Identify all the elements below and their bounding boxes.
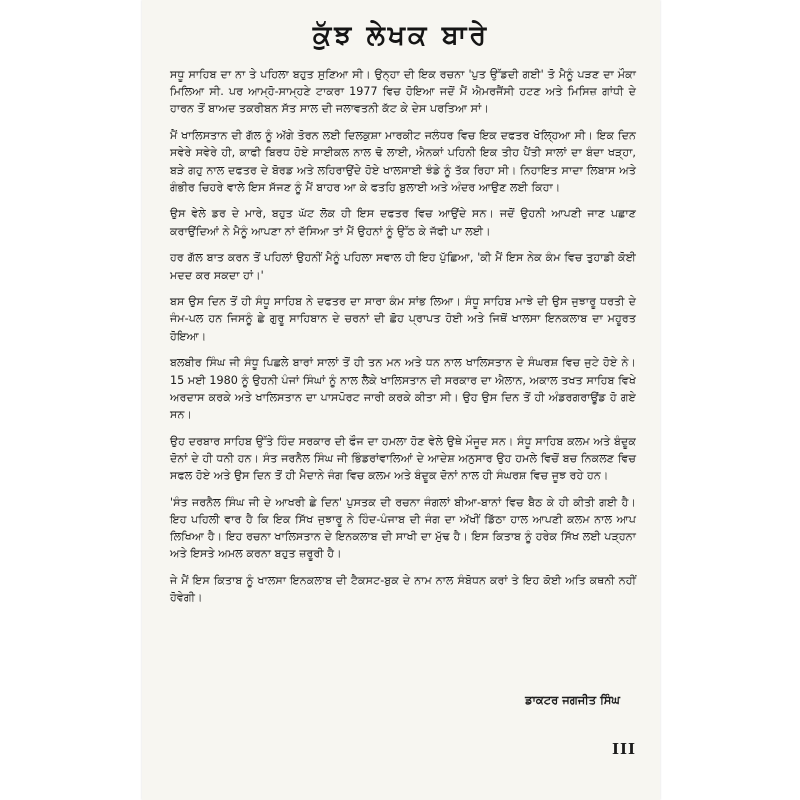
- paragraph-1: ਸਧੂ ਸਾਹਿਬ ਦਾ ਨਾ ਤੇ ਪਹਿਲਾ ਬਹੁਤ ਸੁਣਿਆ ਸੀ। ਉਨ੍ਹਾ ਦੀ ਇਕ ਰਚਨਾ 'ਪੁਤ ਉੱਡਦੀ ਗਈ' ਤੋ ਮੈਨੂੰ ਪੜਣ ਦਾ ਮੌਕਾ ਮਿਲਿਆ ਸੀ. ਪਰ ਆਮ੍ਹੋ-ਸਾਮ੍ਹਣੇ ਟਾਕਰਾ 1977 ਵਿਚ ਹੋਇਆ ਜਦੋਂ ਮੈਂ ਐਮਰਜੈਂਸੀ ਹਟਣ ਅਤੇ ਮਿਸਿਜ਼ ਗਾਂਧੀ ਦੇ ਹਾਰਨ ਤੋਂ ਬਾਅਦ ਤਕਰੀਬਨ ਸੱਤ ਸਾਲ ਦੀ ਜਲਾਵਤਨੀ ਕੱਟ ਕੇ ਦੇਸ ਪਰਤਿਆ ਸਾਂ।: [170, 68, 636, 116]
- paragraph-5: ਬਸ ਉਸ ਦਿਨ ਤੋਂ ਹੀ ਸੰਧੂ ਸਾਹਿਬ ਨੇ ਦਫਤਰ ਦਾ ਸਾਰਾ ਕੰਮ ਸਾਂਭ ਲਿਆ। ਸੰਧੂ ਸਾਹਿਬ ਮਾਝੇ ਦੀ ਉਸ ਜੁਝਾਰੂ ਧਰਤੀ ਦੇ ਜੰਮ-ਪਲ ਹਨ ਜਿਸਨੂੰ ਛੇ ਗੁਰੂ ਸਾਹਿਬਾਨ ਦੇ ਚਰਨਾਂ ਦੀ ਛੋਹ ਪ੍ਰਾਪਤ ਹੋਈ ਅਤੇ ਜਿਥੋਂ ਖਾਲਸਾ ਇਨਕਲਾਬ ਦਾ ਮਹੂਰਤ ਹੋਇਆ।: [170, 295, 636, 343]
- paragraph-9: ਜੇ ਮੈਂ ਇਸ ਕਿਤਾਬ ਨੂੰ ਖਾਲਸਾ ਇਨਕਲਾਬ ਦੀ ਟੈਕਸਟ-ਬੁਕ ਦੇ ਨਾਮ ਨਾਲ ਸੰਬੋਧਨ ਕਰਾਂ ਤੇ ਇਹ ਕੋਈ ਅਤਿ ਕਥਨੀ ਨਹੀਂ ਹੋਵੇਗੀ।: [170, 574, 636, 605]
- paragraph-8: 'ਸੰਤ ਜਰਨੈਲ ਸਿੰਘ ਜੀ ਦੇ ਆਖਰੀ ਛੇ ਦਿਨ' ਪੁਸਤਕ ਦੀ ਰਚਨਾ ਜੰਗਲਾਂ ਬੀਆ-ਬਾਨਾਂ ਵਿਚ ਬੈਠ ਕੇ ਹੀ ਕੀਤੀ ਗਈ ਹੈ। ਇਹ ਪਹਿਲੀ ਵਾਰ ਹੈ ਕਿ ਇਕ ਸਿੱਖ ਜੁਝਾਰੂ ਨੇ ਹਿੰਦ-ਪੰਜਾਬ ਦੀ ਜੰਗ ਦਾ ਅੱਖੀਂ ਡਿੱਠਾ ਹਾਲ ਆਪਣੀ ਕਲਮ ਨਾਲ ਆਪ ਲਿਖਿਆ ਹੈ। ਇਹ ਰਚਨਾ ਖਾਲਿਸਤਾਨ ਦੇ ਇਨਕਲਾਬ ਦੀ ਸਾਖੀ ਦਾ ਮੁੱਢ ਹੈ। ਇਸ ਕਿਤਾਬ ਨੂੰ ਹਰੇਕ ਸਿੱਖ ਲਈ ਪੜ੍ਹਨਾ ਅਤੇ ਇਸਤੇ ਅਮਲ ਕਰਨਾ ਬਹੁਤ ਜ਼ਰੂਰੀ ਹੈ।: [170, 495, 636, 561]
- author-signature: ਡਾਕਟਰ ਜਗਜੀਤ ਸਿੰਘ: [525, 693, 620, 707]
- page-number: III: [611, 740, 636, 758]
- paragraph-7: ਉਹ ਦਰਬਾਰ ਸਾਹਿਬ ਉੱਤੇ ਹਿੰਦ ਸਰਕਾਰ ਦੀ ਫੌਜ ਦਾ ਹਮਲਾ ਹੋਣ ਵੇਲੇ ਉਥੇ ਮੌਜੂਦ ਸਨ। ਸੰਧੂ ਸਾਹਿਬ ਕਲਮ ਅਤੇ ਬੰਦੂਕ ਦੋਨਾਂ ਦੇ ਹੀ ਧਨੀ ਹਨ। ਸੰਤ ਜਰਨੈਲ ਸਿੰਘ ਜੀ ਭਿੰਡਰਾਂਵਾਲਿਆਂ ਦੇ ਆਦੇਸ਼ ਅਨੁਸਾਰ ਉਹ ਹਮਲੇ ਵਿਚੋਂ ਬਚ ਨਿਕਲਣ ਵਿਚ ਸਫਲ ਹੋਏ ਅਤੇ ਉਸ ਦਿਨ ਤੋਂ ਹੀ ਮੈਦਾਨੇ ਜੰਗ ਵਿਚ ਕਲਮ ਅਤੇ ਬੰਦੂਕ ਦੋਨਾਂ ਨਾਲ ਹੀ ਸੰਘਰਸ਼ ਵਿਚ ਜੂਝ ਰਹੇ ਹਨ।: [170, 434, 636, 483]
- paragraph-3: ਉਸ ਵੇਲੇ ਡਰ ਦੇ ਮਾਰੇ, ਬਹੁਤ ਘੱਟ ਲੋਕ ਹੀ ਇਸ ਦਫਤਰ ਵਿਚ ਆਉਂਦੇ ਸਨ। ਜਦੋਂ ਉਹਨੀ ਆਪਣੀ ਜਾਣ ਪਛਾਣ ਕਰਾਉਂਦਿਆਂ ਨੇ ਮੈਨੂੰ ਆਪਣਾ ਨਾਂ ਦੱਸਿਆ ਤਾਂ ਮੈਂ ਉਹਨਾਂ ਨੂੰ ਉੱਠ ਕੇ ਜੱਫੀ ਪਾ ਲਈ।: [170, 207, 636, 238]
- page-heading: ਕੁੱਝ ਲੇਖਕ ਬਾਰੇ: [312, 20, 490, 51]
- paragraph-2: ਮੈਂ ਖਾਲਿਸਤਾਨ ਦੀ ਗੱਲ ਨੂੰ ਅੱਗੇ ਤੋਰਨ ਲਈ ਦਿਲਕੁਸ਼ਾ ਮਾਰਕੀਟ ਜਲੰਧਰ ਵਿਚ ਇਕ ਦਫਤਰ ਖੋਲ੍ਹਿਆ ਸੀ। ਇਕ ਦਿਨ ਸਵੇਰੇ ਸਵੇਰੇ ਹੀ, ਕਾਫੀ ਬਿਰਧ ਹੋਏ ਸਾਈਕਲ ਨਾਲ ਢੋ ਲਾਈ, ਐਨਕਾਂ ਪਹਿਨੀ ਇਕ ਤੀਹ ਪੈਂਤੀ ਸਾਲਾਂ ਦਾ ਬੰਦਾ ਖੜ੍ਹਾ, ਬੜੇ ਗਹੁ ਨਾਲ ਦਫਤਰ ਦੇ ਬੋਰਡ ਅਤੇ ਲਹਿਰਾਉਂਦੇ ਹੋਏ ਖਾਲਸਾਈ ਝੰਡੇ ਨੂੰ ਤੱਕ ਰਿਹਾ ਸੀ। ਨਿਹਾਇਤ ਸਾਦਾ ਲਿਬਾਸ ਅਤੇ ਗੰਭੀਰ ਚਿਹਰੇ ਵਾਲੇ ਇਸ ਸੱਜਣ ਨੂੰ ਮੈਂ ਬਾਹਰ ਆ ਕੇ ਫਤਹਿ ਬੁਲਾਈ ਅਤੇ ਅੰਦਰ ਆਉਣ ਲਈ ਕਿਹਾ।: [170, 129, 636, 194]
- paragraph-6: ਬਲਬੀਰ ਸਿੰਘ ਜੀ ਸੰਧੂ ਪਿਛਲੇ ਬਾਰਾਂ ਸਾਲਾਂ ਤੋਂ ਹੀ ਤਨ ਮਨ ਅਤੇ ਧਨ ਨਾਲ ਖਾਲਿਸਤਾਨ ਦੇ ਸੰਘਰਸ਼ ਵਿਚ ਜੁਟੇ ਹੋਏ ਨੇ। 15 ਮਈ 1980 ਨੂੰ ਉਹਨੀ ਪੰਜਾਂ ਸਿੰਘਾਂ ਨੂੰ ਨਾਲ ਲੈਕੇ ਖਾਲਿਸਤਾਨ ਦੀ ਸਰਕਾਰ ਦਾ ਐਲਾਨ, ਅਕਾਲ ਤਖਤ ਸਾਹਿਬ ਵਿਖੇ ਅਰਦਾਸ ਕਰਕੇ ਅਤੇ ਖਾਲਿਸਤਾਨ ਦਾ ਪਾਸਪੋਰਟ ਜਾਰੀ ਕਰਕੇ ਕੀਤਾ ਸੀ। ਉਹ ਉਸ ਦਿਨ ਤੋਂ ਹੀ ਅੰਡਰਗਰਾਊਂਡ ਹੋ ਗਏ ਸਨ।: [170, 356, 636, 421]
- book-page: [142, 0, 660, 800]
- page-body: [170, 66, 636, 616]
- paragraph-4: ਹਰ ਗੱਲ ਬਾਤ ਕਰਨ ਤੋਂ ਪਹਿਲਾਂ ਉਹਨੀਂ ਮੈਨੂੰ ਪਹਿਲਾ ਸਵਾਲ ਹੀ ਇਹ ਪੁੱਛਿਆ, 'ਕੀ ਮੈਂ ਇਸ ਨੇਕ ਕੰਮ ਵਿਚ ਤੁਹਾਡੀ ਕੋਈ ਮਦਦ ਕਰ ਸਕਦਾ ਹਾਂ।': [170, 251, 636, 282]
